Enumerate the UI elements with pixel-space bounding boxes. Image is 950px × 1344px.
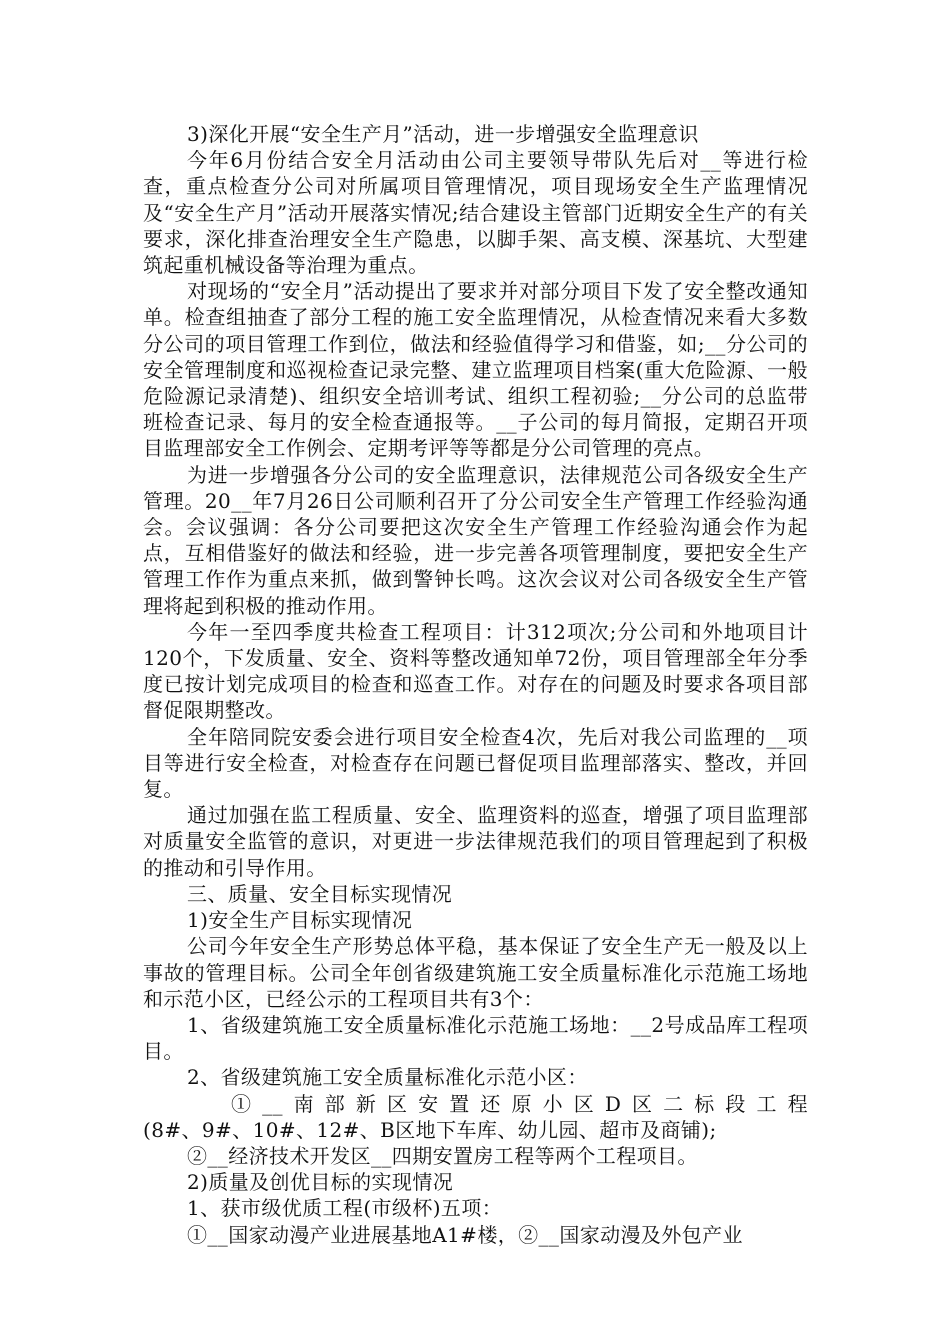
list-subitem: ①__国家动漫产业进展基地A1#楼，②__国家动漫及外包产业 <box>187 1222 743 1247</box>
list-subitem-continuation: (8#、9#、10#、12#、B区地下车库、幼儿园、超市及商铺); <box>143 1117 717 1142</box>
list-item: 2、省级建筑施工安全质量标准化示范小区： <box>187 1065 588 1090</box>
document-body <box>143 121 808 1248</box>
list-item: 1、获市级优质工程(市级杯)五项： <box>187 1196 503 1221</box>
section-heading-targets: 三、质量、安全目标实现情况 <box>187 881 453 906</box>
list-subitem: ①__南部新区安置还原小区D区二标段工程 <box>231 1091 808 1116</box>
list-subitem: ②__经济技术开发区__四期安置房工程等两个工程项目。 <box>187 1143 698 1168</box>
subsection-heading-quality-targets: 2)质量及创优目标的实现情况 <box>187 1170 454 1195</box>
paragraph: 今年一至四季度共检查工程项目：计312项次;分公司和外地项目计120个，下发质量、安全、资料等整改通知单72份，项目管理部全年分季度已按计划完成项目的检查和巡查工作。对存在的问题及时要求各项目部督促限期整改。 <box>143 619 808 723</box>
list-item: 1、省级建筑施工安全质量标准化示范施工场地：__2号成品库工程项目。 <box>143 1012 808 1064</box>
paragraph: 公司今年安全生产形势总体平稳，基本保证了安全生产无一般及以上事故的管理目标。公司全年创省级建筑施工安全质量标准化示范施工场地和示范小区，已经公示的工程项目共有3个： <box>143 934 808 1011</box>
paragraph: 今年6月份结合安全月活动由公司主要领导带队先后对__等进行检查，重点检查分公司对所属项目管理情况，项目现场安全生产监理情况及“安全生产月”活动开展落实情况;结合建设主管部门近期安全生产的有关要求，深化排查治理安全生产隐患，以脚手架、高支模、深基坑、大型建筑起重机械设备等治理为重点。 <box>143 148 808 278</box>
subsection-heading-safety-targets: 1)安全生产目标实现情况 <box>187 908 413 933</box>
paragraph: 通过加强在监工程质量、安全、监理资料的巡查，增强了项目监理部对质量安全监管的意识，对更进一步法律规范我们的项目管理起到了积极的推动和引导作用。 <box>143 803 808 880</box>
section-heading-safety-month: 3)深化开展“安全生产月”活动，进一步增强安全监理意识 <box>187 122 699 146</box>
paragraph: 为进一步增强各分公司的安全监理意识，法律规范公司各级安全生产管理。20__年7月26日公司顺利召开了分公司安全生产管理工作经验沟通会。会议强调：各分公司要把这次安全生产管理工作经验沟通会作为起点，互相借鉴好的做法和经验，进一步完善各项管理制度，要把安全生产管理工作作为重点来抓，做到警钟长鸣。这次会议对公司各级安全生产管理将起到积极的推动作用。 <box>143 462 808 618</box>
paragraph: 对现场的“安全月”活动提出了要求并对部分项目下发了安全整改通知单。检查组抽查了部分工程的施工安全监理情况，从检查情况来看大多数分公司的项目管理工作到位，做法和经验值得学习和借鉴，如;__分公司的安全管理制度和巡视检查记录完整、建立监理项目档案(重大危险源、一般危险源记录清楚)、组织安全培训考试、组织工程初验;__分公司的总监带班检查记录、每月的安全检查通报等。__子公司的每月简报，定期召开项目监理部安全工作例会、定期考评等等都是分公司管理的亮点。 <box>143 279 808 461</box>
paragraph: 全年陪同院安委会进行项目安全检查4次，先后对我公司监理的__项目等进行安全检查，对检查存在问题已督促项目监理部落实、整改，并回复。 <box>143 724 808 802</box>
